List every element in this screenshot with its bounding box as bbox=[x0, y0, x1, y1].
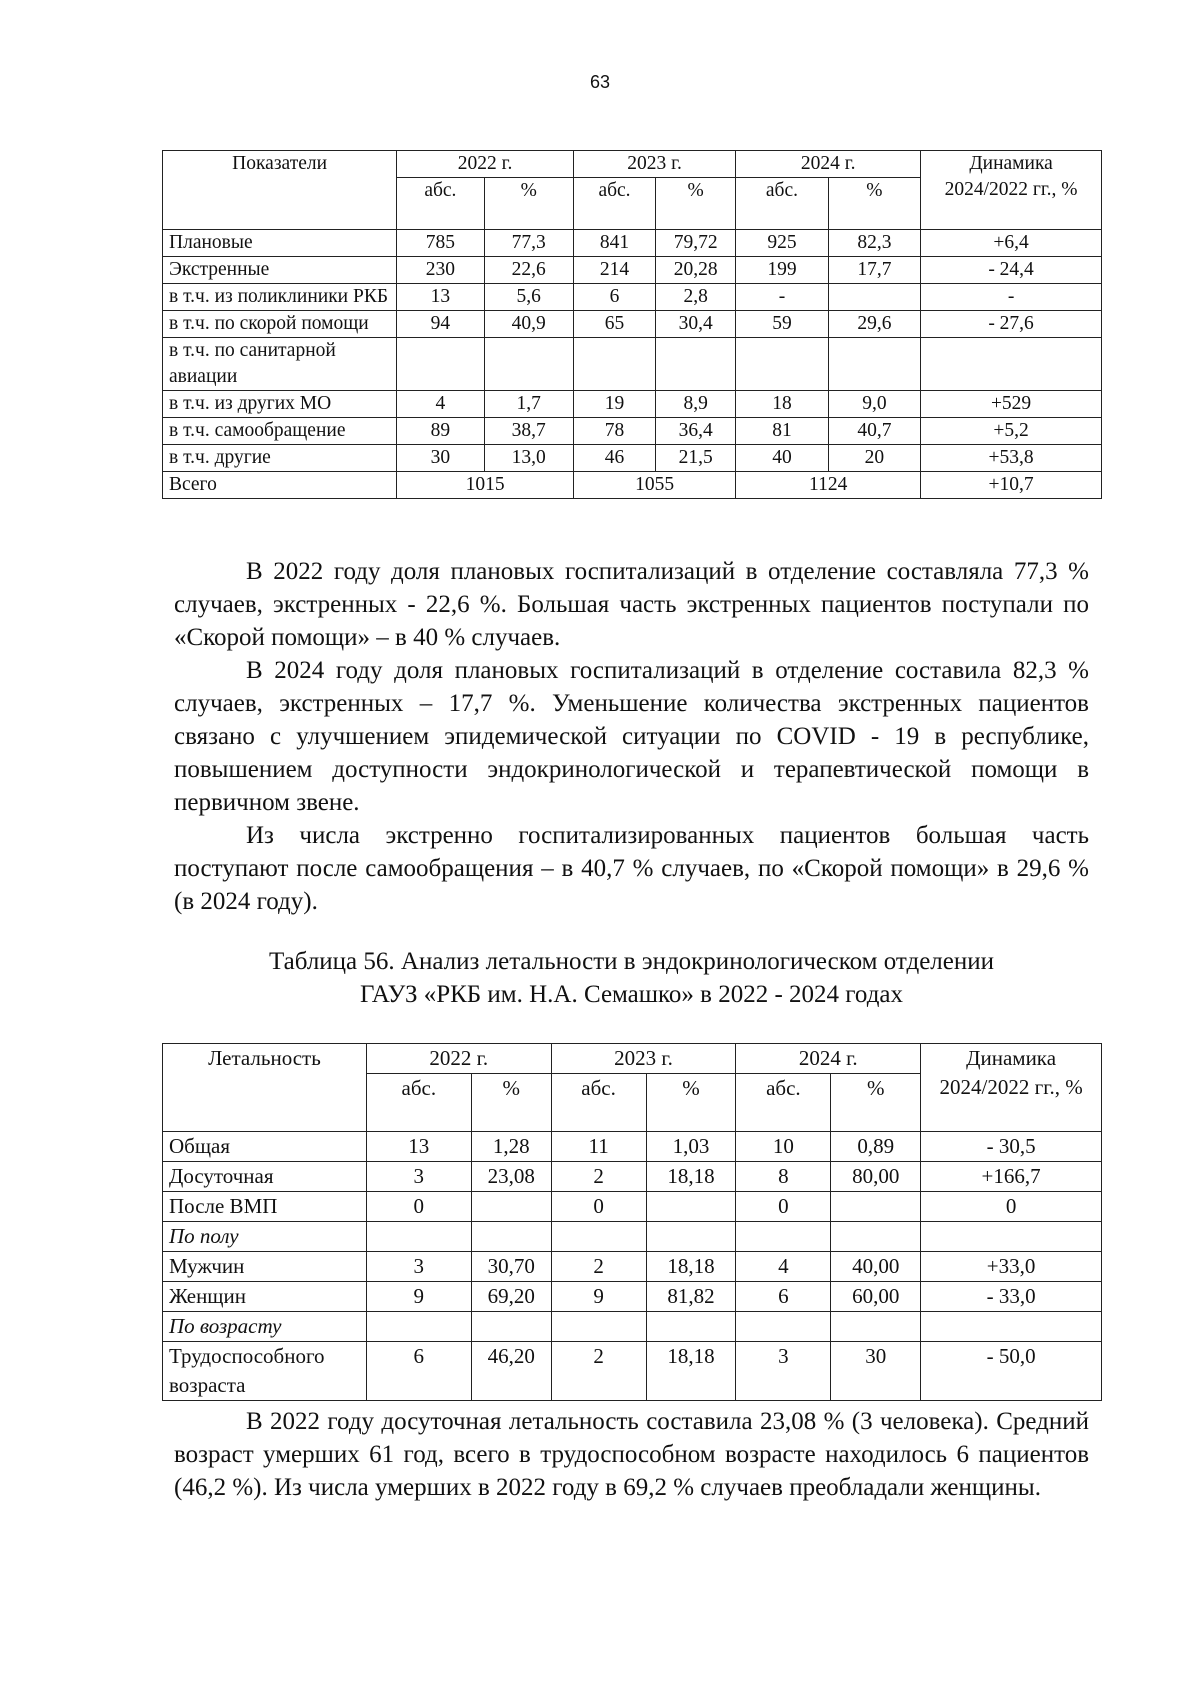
cell-pct: 21,5 bbox=[656, 445, 736, 472]
table-row bbox=[163, 284, 1102, 311]
table-row bbox=[163, 230, 1102, 257]
row-label: в т.ч. по санитарной авиации bbox=[163, 338, 397, 391]
total-2023: 1055 bbox=[573, 472, 735, 499]
total-2024: 1124 bbox=[736, 472, 921, 499]
header-abs: абс. bbox=[573, 178, 655, 230]
row-label: Досуточная bbox=[163, 1162, 367, 1192]
mortality-table bbox=[162, 1043, 1102, 1401]
caption-line-2: ГАУЗ «РКБ им. Н.А. Семашко» в 2022 - 2024 годах bbox=[359, 981, 904, 1008]
cell-abs: 89 bbox=[397, 418, 484, 445]
row-label: Плановые bbox=[163, 230, 397, 257]
cell-abs: 9 bbox=[366, 1282, 471, 1312]
cell-pct bbox=[646, 1222, 736, 1252]
table-row bbox=[163, 1132, 1102, 1162]
cell-abs: 841 bbox=[573, 230, 655, 257]
header-year-2023: 2023 г. bbox=[573, 151, 735, 178]
cell-abs: 65 bbox=[573, 311, 655, 338]
table-row bbox=[163, 1222, 1102, 1252]
cell-pct: 0,89 bbox=[831, 1132, 921, 1162]
cell-dynamics: 0 bbox=[921, 1192, 1102, 1222]
header-empty bbox=[163, 1074, 367, 1132]
cell-abs: 78 bbox=[573, 418, 655, 445]
row-label: По полу bbox=[163, 1222, 367, 1252]
cell-dynamics: - 24,4 bbox=[921, 257, 1102, 284]
cell-dynamics bbox=[921, 338, 1102, 391]
cell-abs: 2 bbox=[551, 1252, 646, 1282]
cell-pct bbox=[646, 1312, 736, 1342]
total-2022: 1015 bbox=[397, 472, 574, 499]
cell-abs: 10 bbox=[736, 1132, 831, 1162]
cell-dynamics: - 33,0 bbox=[921, 1282, 1102, 1312]
cell-pct bbox=[646, 1192, 736, 1222]
row-label: в т.ч. из поликлиники РКБ bbox=[163, 284, 397, 311]
cell-abs: 4 bbox=[736, 1252, 831, 1282]
table1-body bbox=[163, 230, 1102, 472]
row-label: Общая bbox=[163, 1132, 367, 1162]
cell-dynamics: - 50,0 bbox=[921, 1342, 1102, 1401]
table-row bbox=[163, 1312, 1102, 1342]
cell-dynamics: +53,8 bbox=[921, 445, 1102, 472]
cell-pct: 40,00 bbox=[831, 1252, 921, 1282]
row-label: Трудоспособного возраста bbox=[163, 1342, 367, 1401]
cell-pct: 82,3 bbox=[828, 230, 920, 257]
cell-dynamics: +5,2 bbox=[921, 418, 1102, 445]
row-label: Всего bbox=[163, 472, 397, 499]
cell-pct: 13,0 bbox=[484, 445, 573, 472]
caption-line-1: Таблица 56. Анализ летальности в эндокринологическом отделении bbox=[268, 948, 994, 975]
table-row bbox=[163, 1252, 1102, 1282]
cell-abs: 0 bbox=[736, 1192, 831, 1222]
header-dynamics: Динамика 2024/2022 гг., % bbox=[921, 1044, 1102, 1132]
cell-abs: 19 bbox=[573, 391, 655, 418]
cell-pct: 29,6 bbox=[828, 311, 920, 338]
header-indicator: Показатели bbox=[163, 151, 397, 178]
cell-pct bbox=[471, 1312, 551, 1342]
row-label: По возрасту bbox=[163, 1312, 367, 1342]
cell-pct bbox=[471, 1192, 551, 1222]
cell-abs: 8 bbox=[736, 1162, 831, 1192]
header-empty bbox=[163, 178, 397, 230]
cell-abs bbox=[397, 338, 484, 391]
header-abs: абс. bbox=[397, 178, 484, 230]
cell-pct bbox=[471, 1222, 551, 1252]
cell-abs: 6 bbox=[366, 1342, 471, 1401]
header-pct: % bbox=[484, 178, 573, 230]
cell-abs bbox=[736, 1222, 831, 1252]
cell-dynamics bbox=[921, 1312, 1102, 1342]
cell-pct: 9,0 bbox=[828, 391, 920, 418]
cell-pct: 18,18 bbox=[646, 1252, 736, 1282]
header-abs: абс. bbox=[736, 1074, 831, 1132]
header-indicator: Летальность bbox=[163, 1044, 367, 1074]
cell-pct: 30,4 bbox=[656, 311, 736, 338]
cell-pct: 80,00 bbox=[831, 1162, 921, 1192]
cell-dynamics: +166,7 bbox=[921, 1162, 1102, 1192]
row-label: в т.ч. самообращение bbox=[163, 418, 397, 445]
cell-abs: 0 bbox=[551, 1192, 646, 1222]
cell-pct: 2,8 bbox=[656, 284, 736, 311]
table-row bbox=[163, 311, 1102, 338]
cell-dynamics: +33,0 bbox=[921, 1252, 1102, 1282]
paragraph-1 bbox=[174, 555, 1089, 654]
cell-abs: 3 bbox=[366, 1252, 471, 1282]
header-year-2022: 2022 г. bbox=[397, 151, 574, 178]
cell-pct: 18,18 bbox=[646, 1162, 736, 1192]
cell-abs: 214 bbox=[573, 257, 655, 284]
cell-abs bbox=[736, 1312, 831, 1342]
cell-abs: 11 bbox=[551, 1132, 646, 1162]
table-row bbox=[163, 1162, 1102, 1192]
cell-abs: 4 bbox=[397, 391, 484, 418]
table-row bbox=[163, 445, 1102, 472]
cell-pct: 22,6 bbox=[484, 257, 573, 284]
cell-abs: 2 bbox=[551, 1162, 646, 1192]
table-row bbox=[163, 1192, 1102, 1222]
cell-pct: 30,70 bbox=[471, 1252, 551, 1282]
paragraph-4 bbox=[174, 1405, 1089, 1504]
cell-pct: 46,20 bbox=[471, 1342, 551, 1401]
cell-abs: 2 bbox=[551, 1342, 646, 1401]
table2-body bbox=[163, 1132, 1102, 1401]
cell-pct: 20 bbox=[828, 445, 920, 472]
hospitalization-table bbox=[162, 150, 1102, 499]
cell-abs: 925 bbox=[736, 230, 828, 257]
header-abs: абс. bbox=[551, 1074, 646, 1132]
header-abs: абс. bbox=[736, 178, 828, 230]
row-label: в т.ч. по скорой помощи bbox=[163, 311, 397, 338]
header-pct: % bbox=[656, 178, 736, 230]
table-row bbox=[163, 391, 1102, 418]
header-pct: % bbox=[828, 178, 920, 230]
cell-abs: 46 bbox=[573, 445, 655, 472]
cell-abs: 230 bbox=[397, 257, 484, 284]
row-label: Женщин bbox=[163, 1282, 367, 1312]
header-dynamics: Динамика 2024/2022 гг., % bbox=[921, 151, 1102, 230]
cell-abs: 6 bbox=[573, 284, 655, 311]
header-pct: % bbox=[646, 1074, 736, 1132]
cell-abs: 13 bbox=[397, 284, 484, 311]
cell-abs: 9 bbox=[551, 1282, 646, 1312]
cell-pct: 40,7 bbox=[828, 418, 920, 445]
cell-abs: 94 bbox=[397, 311, 484, 338]
cell-pct: 60,00 bbox=[831, 1282, 921, 1312]
page-number: 63 bbox=[589, 72, 611, 92]
cell-pct: 69,20 bbox=[471, 1282, 551, 1312]
cell-abs: 59 bbox=[736, 311, 828, 338]
header-pct: % bbox=[831, 1074, 921, 1132]
paragraph-2-text: В 2024 году доля плановых госпитализаций в отделение составила 82,3 % случаев, экстренных – 17,7 %. Уменьшение количества экстренных пациентов связано с улучшением эпидемической ситуации по COVID - 19 в республике, повышением доступности эндокринологической и терапевтической помощи в первичном звене. bbox=[174, 657, 1089, 816]
cell-abs: 13 bbox=[366, 1132, 471, 1162]
cell-abs: 81 bbox=[736, 418, 828, 445]
paragraph-1-text: В 2022 году доля плановых госпитализаций в отделение составляла 77,3 % случаев, экстренных - 22,6 %. Большая часть экстренных пациентов поступали по «Скорой помощи» – в 40 % случаев. bbox=[174, 558, 1089, 651]
cell-dynamics: - bbox=[921, 284, 1102, 311]
cell-pct bbox=[831, 1222, 921, 1252]
cell-pct: 36,4 bbox=[656, 418, 736, 445]
cell-pct bbox=[484, 338, 573, 391]
cell-abs: 18 bbox=[736, 391, 828, 418]
cell-abs: 0 bbox=[366, 1192, 471, 1222]
table-row bbox=[163, 338, 1102, 391]
cell-pct: 77,3 bbox=[484, 230, 573, 257]
cell-dynamics: - 27,6 bbox=[921, 311, 1102, 338]
cell-pct bbox=[831, 1192, 921, 1222]
cell-abs bbox=[366, 1312, 471, 1342]
cell-pct: 8,9 bbox=[656, 391, 736, 418]
cell-dynamics: +6,4 bbox=[921, 230, 1102, 257]
header-year-2024: 2024 г. bbox=[736, 151, 921, 178]
cell-pct bbox=[828, 284, 920, 311]
table-row-total bbox=[163, 472, 1102, 499]
cell-pct: 38,7 bbox=[484, 418, 573, 445]
paragraph-4-text: В 2022 году досуточная летальность составила 23,08 % (3 человека). Средний возраст умерших 61 год, всего в трудоспособном возрасте находилось 6 пациентов (46,2 %). Из числа умерших в 2022 году в 69,2 % случаев преобладали женщины. bbox=[174, 1408, 1089, 1501]
row-label: Экстренные bbox=[163, 257, 397, 284]
row-label: в т.ч. из других МО bbox=[163, 391, 397, 418]
row-label: Мужчин bbox=[163, 1252, 367, 1282]
cell-pct: 1,28 bbox=[471, 1132, 551, 1162]
row-label: После ВМП bbox=[163, 1192, 367, 1222]
cell-dynamics bbox=[921, 1222, 1102, 1252]
cell-pct: 79,72 bbox=[656, 230, 736, 257]
cell-abs: 785 bbox=[397, 230, 484, 257]
table-row bbox=[163, 257, 1102, 284]
cell-abs bbox=[573, 338, 655, 391]
cell-abs: 199 bbox=[736, 257, 828, 284]
cell-pct: 5,6 bbox=[484, 284, 573, 311]
cell-abs: 3 bbox=[736, 1342, 831, 1401]
cell-abs: - bbox=[736, 284, 828, 311]
cell-pct: 1,7 bbox=[484, 391, 573, 418]
row-label: в т.ч. другие bbox=[163, 445, 397, 472]
cell-dynamics: - 30,5 bbox=[921, 1132, 1102, 1162]
paragraph-2 bbox=[174, 654, 1089, 819]
cell-pct bbox=[656, 338, 736, 391]
header-pct: % bbox=[471, 1074, 551, 1132]
cell-pct bbox=[831, 1312, 921, 1342]
cell-pct: 40,9 bbox=[484, 311, 573, 338]
cell-pct: 81,82 bbox=[646, 1282, 736, 1312]
cell-pct: 23,08 bbox=[471, 1162, 551, 1192]
table-row bbox=[163, 1342, 1102, 1401]
total-dynamics: +10,7 bbox=[921, 472, 1102, 499]
header-abs: абс. bbox=[366, 1074, 471, 1132]
table-caption bbox=[174, 945, 1089, 1011]
cell-pct: 18,18 bbox=[646, 1342, 736, 1401]
cell-abs: 30 bbox=[397, 445, 484, 472]
header-year-2022: 2022 г. bbox=[366, 1044, 551, 1074]
cell-pct: 1,03 bbox=[646, 1132, 736, 1162]
table-row bbox=[163, 418, 1102, 445]
cell-dynamics: +529 bbox=[921, 391, 1102, 418]
paragraph-3 bbox=[174, 819, 1089, 918]
cell-abs bbox=[551, 1222, 646, 1252]
cell-abs bbox=[736, 338, 828, 391]
header-year-2023: 2023 г. bbox=[551, 1044, 736, 1074]
cell-pct bbox=[828, 338, 920, 391]
paragraph-3-text: Из числа экстренно госпитализированных пациентов большая часть поступают после самообращения – в 40,7 % случаев, по «Скорой помощи» в 29,6 % (в 2024 году). bbox=[174, 822, 1089, 915]
cell-abs: 6 bbox=[736, 1282, 831, 1312]
cell-pct: 20,28 bbox=[656, 257, 736, 284]
header-year-2024: 2024 г. bbox=[736, 1044, 921, 1074]
cell-abs: 40 bbox=[736, 445, 828, 472]
cell-pct: 17,7 bbox=[828, 257, 920, 284]
cell-abs: 3 bbox=[366, 1162, 471, 1192]
table-row bbox=[163, 1282, 1102, 1312]
cell-abs bbox=[551, 1312, 646, 1342]
cell-abs bbox=[366, 1222, 471, 1252]
cell-pct: 30 bbox=[831, 1342, 921, 1401]
